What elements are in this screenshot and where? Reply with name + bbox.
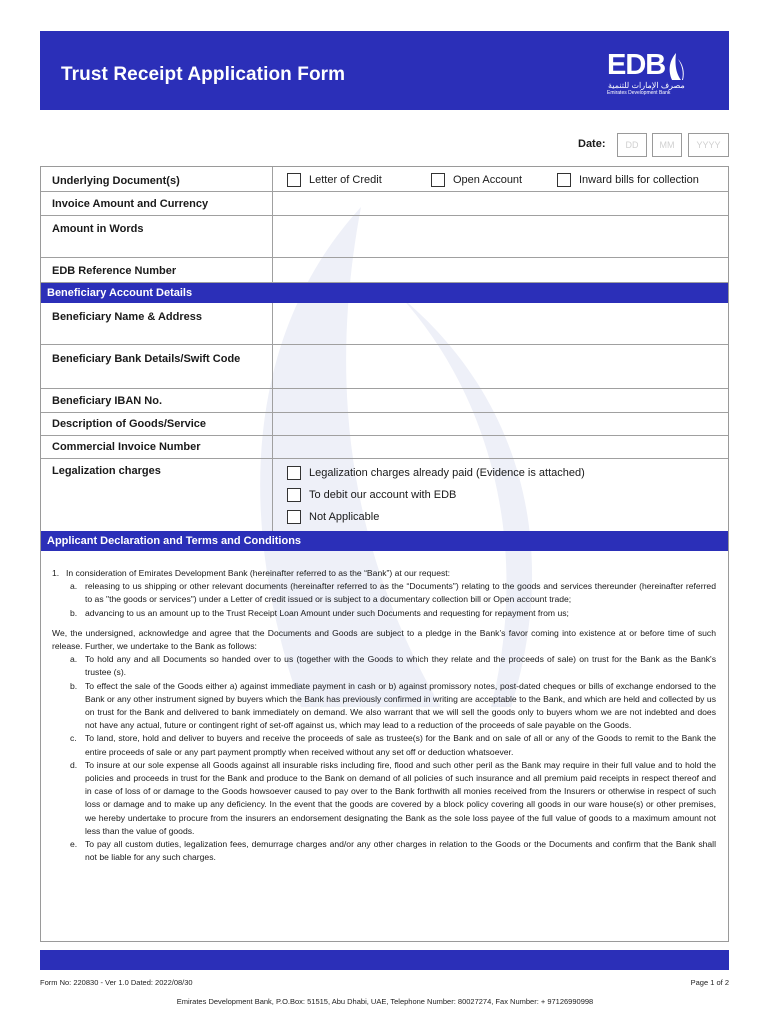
terms-text: [52, 567, 716, 864]
open-account-checkbox[interactable]: [431, 173, 445, 187]
beneficiary-bank-label: Beneficiary Bank Details/Swift Code: [52, 353, 241, 365]
column-divider: [272, 413, 273, 435]
column-divider: [272, 216, 273, 257]
form-title: Trust Receipt Application Form: [61, 64, 346, 85]
form-frame: [40, 166, 729, 942]
beneficiary-name-label: Beneficiary Name & Address: [52, 311, 202, 323]
row-beneficiary-bank: [41, 345, 728, 389]
declaration-section-header: Applicant Declaration and Terms and Conditions: [41, 531, 728, 551]
date-month-field[interactable]: MM: [652, 133, 682, 157]
row-description-goods: [41, 413, 728, 436]
beneficiary-section-header: Beneficiary Account Details: [41, 283, 728, 303]
debit-account-label: To debit our account with EDB: [309, 489, 457, 501]
logo-english: Emirates Development Bank: [607, 90, 671, 96]
term-1a: a. releasing to us shipping or other relevant documents (hereinafter referred to as the “Documents") relating to the goods and services thereunder (hereinafter referred to as "the goods or services") under a Letter of credit issued or is subject to a documentary collection bill or Open account trade;: [70, 581, 716, 605]
term-e: e. To pay all custom duties, legalization fees, demurrage charges and/or any other charges in relation to the Goods or the Documents and confirm that the Bank shall not be liable for any such charges.: [70, 839, 716, 863]
amount-in-words-label: Amount in Words: [52, 223, 144, 235]
sail-logo-icon: [667, 53, 685, 81]
row-invoice-amount: [41, 192, 728, 216]
header-banner: [40, 31, 729, 110]
legalization-charges-label: Legalization charges: [52, 465, 161, 477]
column-divider: [272, 167, 273, 191]
letter-of-credit-label: Letter of Credit: [309, 174, 382, 186]
undertaking-paragraph: We, the undersigned, acknowledge and agree that the Documents and Goods are subject to a pledge in the Bank’s favor coming into existence at or before time of such release. Further, we undertake to the Bank as follows:: [52, 627, 716, 652]
debit-account-checkbox[interactable]: [287, 488, 301, 502]
letter-of-credit-checkbox[interactable]: [287, 173, 301, 187]
column-divider: [272, 192, 273, 215]
row-edb-reference: [41, 258, 728, 283]
column-divider: [272, 258, 273, 282]
commercial-invoice-label: Commercial Invoice Number: [52, 441, 201, 453]
date-day-field[interactable]: DD: [617, 133, 647, 157]
row-commercial-invoice: [41, 436, 728, 459]
edb-logo: [607, 51, 703, 97]
row-beneficiary-name: [41, 303, 728, 345]
column-divider: [272, 345, 273, 388]
term-b: b. To effect the sale of the Goods either a) against immediate payment in cash or b) against promissory notes, post-dated cheques or bills of exchange endorsed to the Bank or any other instrument signed by buyers which the Bank has previously confirmed in writing are acceptable to the Bank, and which are held and collected by us on trust for the Bank and delivered to bank immediately on demand. We also warrant that we will sell the goods only to buyers whom we are not indebted and does not have any actual, future or contingent right of set-off against us, which may lead to a reduction of the proceeds of sale payable on the Goods.: [70, 680, 716, 731]
description-goods-label: Description of Goods/Service: [52, 418, 207, 430]
row-underlying-documents: [41, 167, 728, 192]
open-account-label: Open Account: [453, 174, 523, 186]
bank-address: Emirates Development Bank, P.O.Box: 51515, Abu Dhabi, UAE, Telephone Number: 80027274, Fax Number: + 97126990998: [176, 997, 594, 1006]
column-divider: [272, 459, 273, 531]
row-amount-in-words: [41, 216, 728, 258]
page-number: Page 1 of 2: [690, 978, 729, 987]
row-legalization-charges: [41, 459, 728, 531]
date-year-field[interactable]: YYYY: [688, 133, 729, 157]
column-divider: [272, 303, 273, 344]
term-a: a. To hold any and all Documents so handed over to us (together with the Goods to which they relate and the proceeds of sale) on trust for the Bank as the Bank's trustee (s).: [70, 654, 716, 678]
term-1: 1. In consideration of Emirates Development Bank (hereinafter referred to as the “Bank”) at our request:: [52, 568, 451, 578]
row-beneficiary-iban: [41, 389, 728, 413]
term-d: d. To insure at our sole expense all Goods against all insurable risks including fire, flood and such other peril as the Bank may require in their full value and to hold the policies and proceeds in trust for the Bank and produce to the Bank on demand of all policies of such insurance and all premium paid receipts in respect thereof and in case of loss of or damage to the Goods howsoever caused to pay over to the Bank forthwith all monies received from the Insurers or otherwise in respect of such loss or damage and to make up any deficiency. In the event that the goods are covered by a block policy covering all goods in our ware house(s) or other premises, we hereby undertake to procure from the insurers an endorsement designating the Bank as the sole loss payee of the full value of goods to a maximum amount not less than the value of goods.: [70, 759, 716, 836]
date-row: [560, 133, 730, 158]
inward-bills-label: Inward bills for collection: [579, 174, 699, 186]
column-divider: [272, 389, 273, 412]
already-paid-checkbox[interactable]: [287, 466, 301, 480]
edb-reference-label: EDB Reference Number: [52, 265, 177, 277]
invoice-amount-label: Invoice Amount and Currency: [52, 198, 209, 210]
date-label: Date:: [578, 138, 606, 150]
underlying-documents-label: Underlying Document(s): [52, 175, 180, 187]
footer-banner: [40, 950, 729, 970]
not-applicable-checkbox[interactable]: [287, 510, 301, 524]
column-divider: [272, 436, 273, 458]
form-number: Form No: 220830 - Ver 1.0 Dated: 2022/08/30: [40, 978, 193, 987]
term-c: c. To land, store, hold and deliver to buyers and receive the proceeds of sale as trustee(s) for the Bank and on sale of all or any of the Goods to remit to the Bank the entire proceeds of sale or any part payment promptly when received without any set off or deduction whatsoever.: [70, 733, 716, 757]
logo-text: EDB: [607, 49, 666, 81]
not-applicable-label: Not Applicable: [309, 511, 380, 523]
already-paid-label: Legalization charges already paid (Evidence is attached): [309, 467, 585, 479]
inward-bills-checkbox[interactable]: [557, 173, 571, 187]
term-1b: b. advancing to us an amount up to the Trust Receipt Loan Amount under such Documents and requesting for repayment from us;: [70, 607, 569, 618]
logo-arabic: مصرف الإمارات للتنمية: [608, 81, 685, 90]
beneficiary-iban-label: Beneficiary IBAN No.: [52, 395, 163, 407]
